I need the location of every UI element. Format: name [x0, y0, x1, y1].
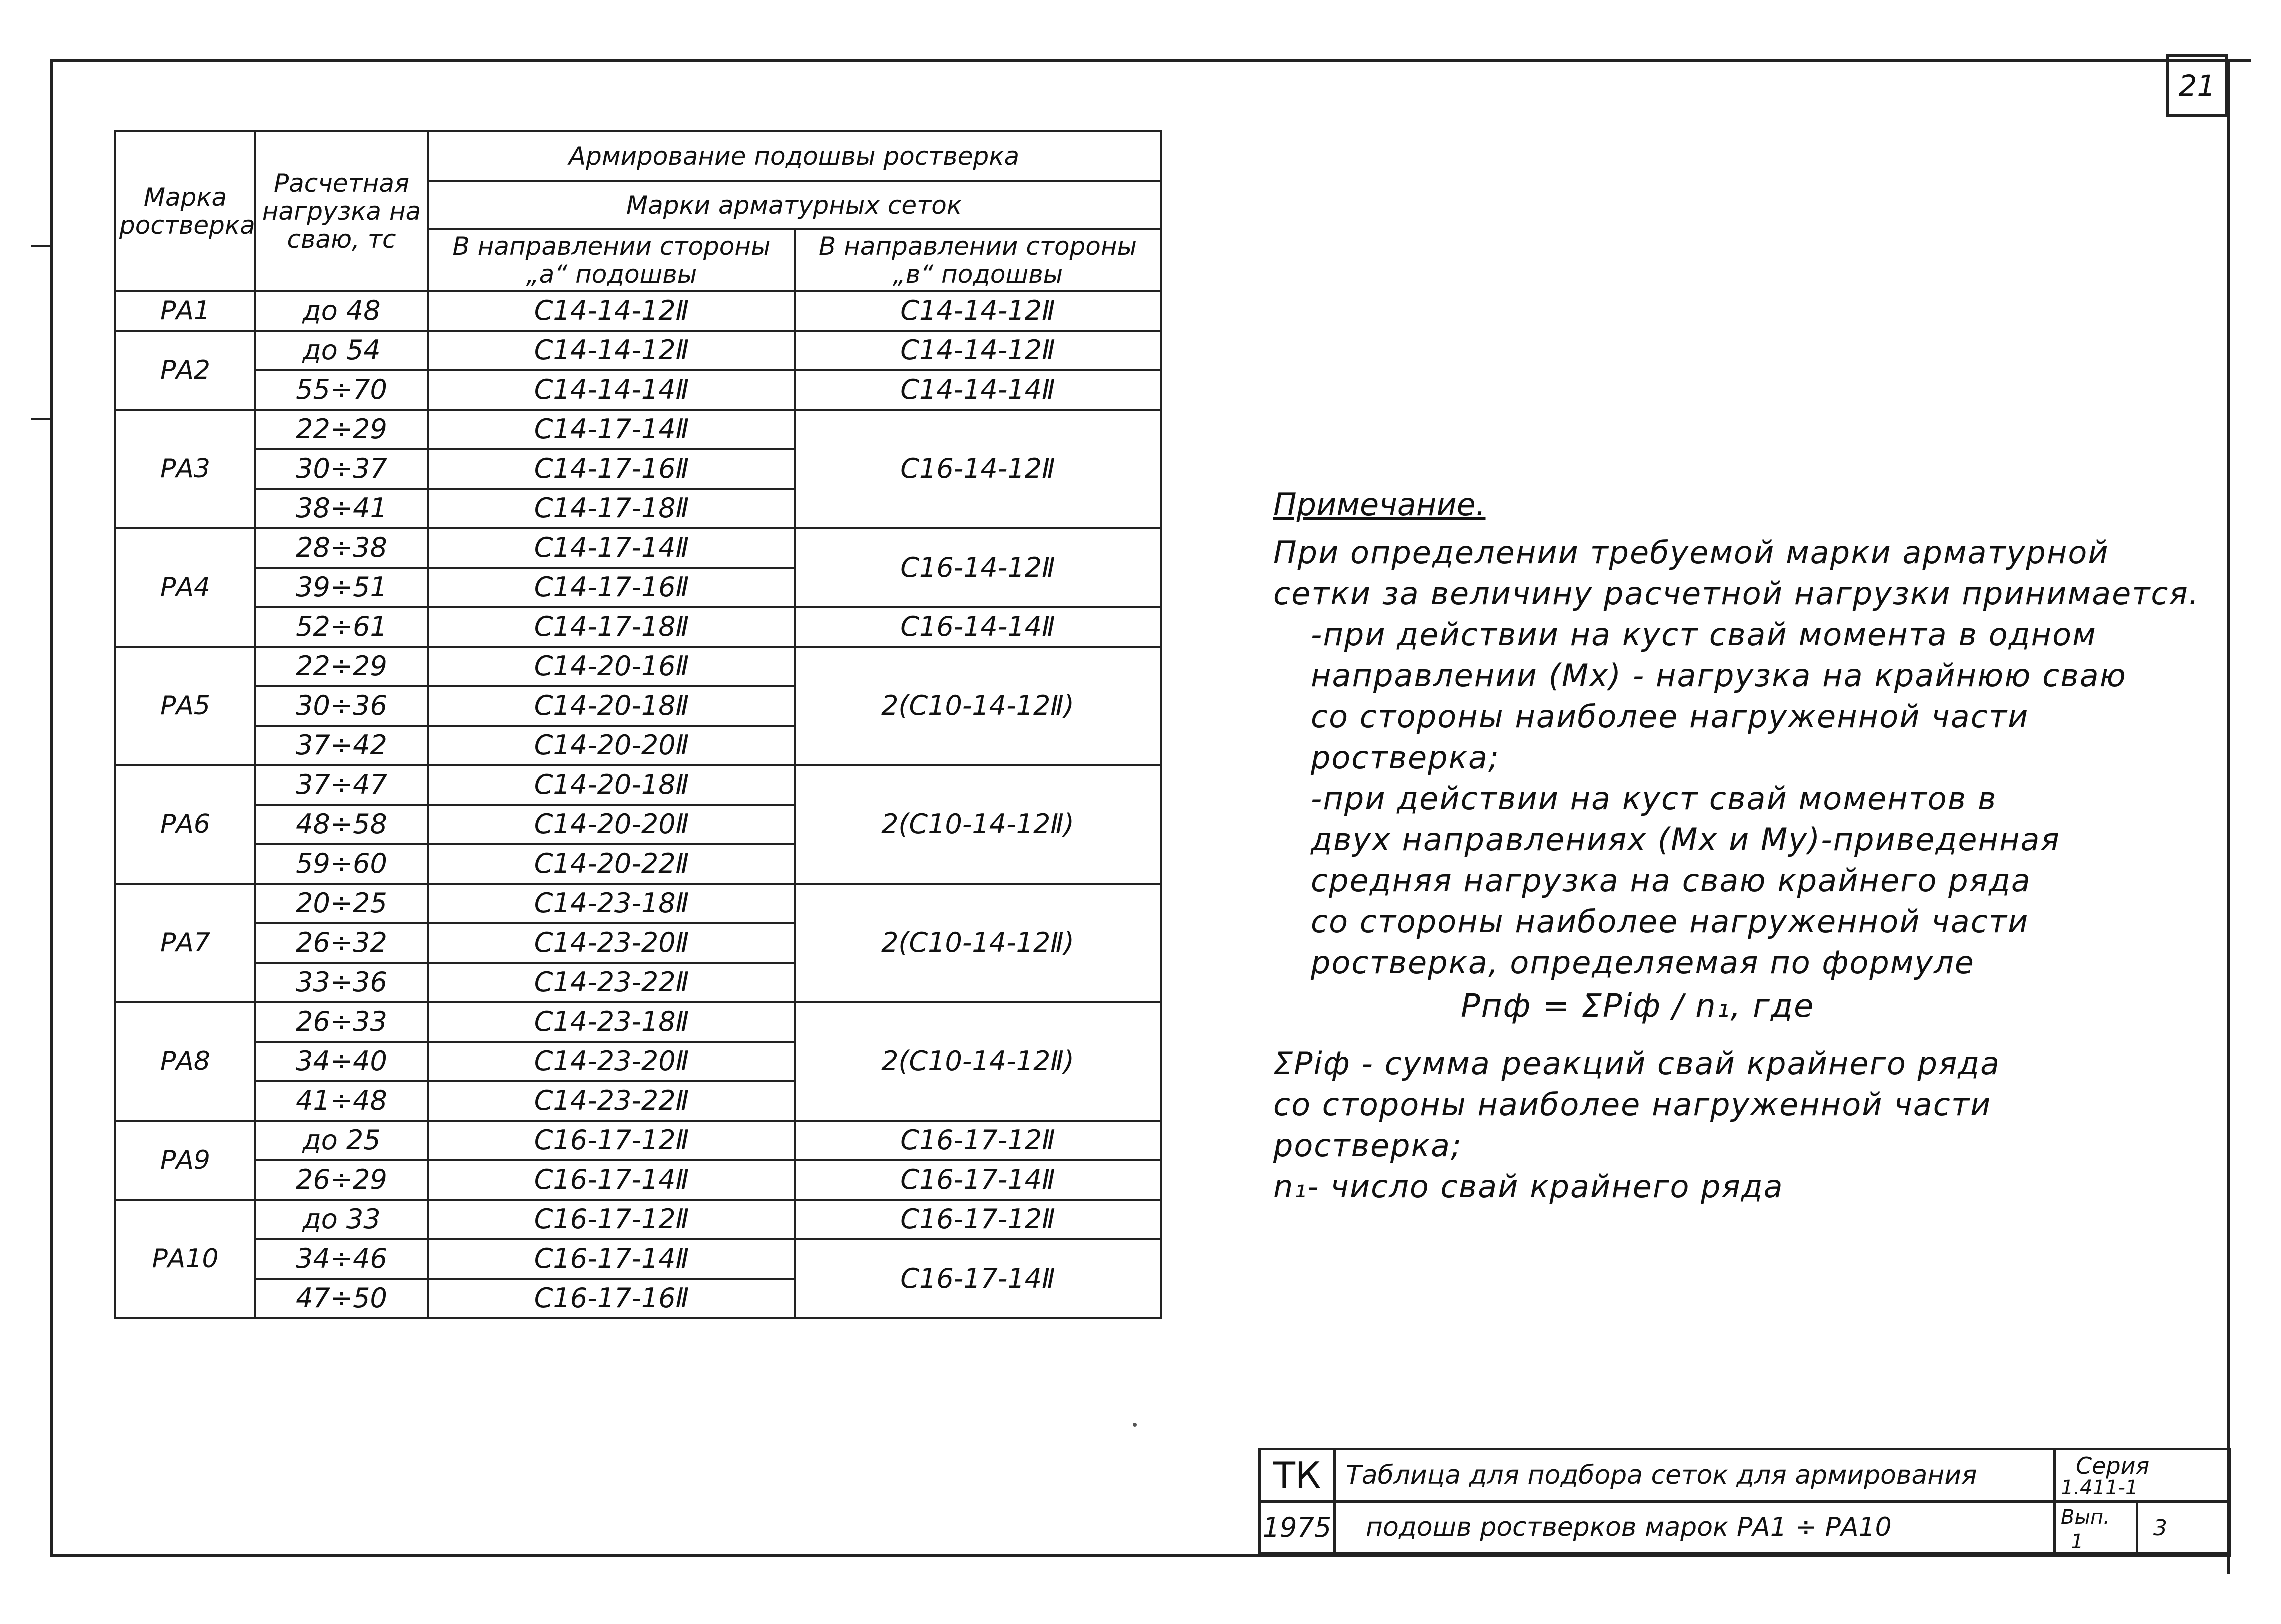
table-row [115, 1239, 1161, 1279]
year: 1975 [1261, 1500, 1336, 1554]
series-number: 1.411-1 [2061, 1476, 2138, 1499]
table-row [115, 1160, 1161, 1200]
mesh-b-cell: 2(С10-14-12Ⅱ) [795, 1002, 1161, 1121]
table-row [115, 884, 1161, 923]
brand-cell: РА5 [115, 647, 255, 765]
note-line: ΣPiф - сумма реакций свай крайнего ряда [1273, 1045, 2001, 1082]
stray-dot [1133, 1423, 1137, 1427]
sheet-number: 3 [2153, 1515, 2167, 1541]
note-line: двух направлениях (Мх и Му)-приведенная [1311, 821, 2060, 858]
load-cell: 48÷58 [255, 805, 428, 844]
page-number: 21 [2166, 54, 2228, 117]
note-line: -при действии на куст свай момента в одном [1311, 616, 2097, 653]
brand-cell: РА9 [115, 1121, 255, 1200]
mesh-a-cell: С14-20-18Ⅱ [428, 765, 795, 805]
header-direction-a: В направлении стороны „а“ подошвы [428, 229, 795, 291]
mesh-a-cell: С14-23-18Ⅱ [428, 884, 795, 923]
table-row [115, 765, 1161, 805]
note-line: сетки за величину расчетной нагрузки принимается. [1273, 575, 2200, 612]
table-row [115, 331, 1161, 370]
series-cell [2056, 1450, 2228, 1500]
table-row [115, 1121, 1161, 1160]
load-cell: 20÷25 [255, 884, 428, 923]
mesh-b-cell: 2(С10-14-12Ⅱ) [795, 647, 1161, 765]
brand-cell: РА6 [115, 765, 255, 884]
table-row [115, 607, 1161, 647]
mesh-a-cell: С14-23-20Ⅱ [428, 923, 795, 963]
org-code: ТК [1261, 1450, 1336, 1500]
mesh-a-cell: С16-17-12Ⅱ [428, 1121, 795, 1160]
note-line: При определении требуемой марки арматурной [1273, 534, 2109, 571]
load-cell: 30÷37 [255, 449, 428, 489]
mesh-b-cell: С14-14-14Ⅱ [795, 370, 1161, 410]
load-cell: до 54 [255, 331, 428, 370]
series-label: Серия [2076, 1452, 2150, 1479]
mesh-a-cell: С14-14-14Ⅱ [428, 370, 795, 410]
note-line: ростверка; [1273, 1127, 1462, 1164]
sheet-frame-right [2227, 59, 2230, 1574]
sheet-frame-top [50, 59, 2251, 62]
load-cell: 37÷47 [255, 765, 428, 805]
note-title: Примечание. [1273, 486, 1486, 523]
note-line: ростверка; [1311, 739, 1500, 776]
title-line-2: подошв ростверков марок РА1 ÷ РА10 [1336, 1500, 2056, 1554]
load-cell: 52÷61 [255, 607, 428, 647]
note-line: направлении (Мх) - нагрузка на крайнюю сваю [1311, 657, 2127, 694]
note-line: ростверка, определяемая по формуле [1311, 944, 1975, 981]
load-cell: 26÷32 [255, 923, 428, 963]
load-cell: 30÷36 [255, 686, 428, 726]
load-cell: до 25 [255, 1121, 428, 1160]
header-direction-b: В направлении стороны „в“ подошвы [795, 229, 1161, 291]
mesh-a-cell: С14-20-18Ⅱ [428, 686, 795, 726]
load-cell: 37÷42 [255, 726, 428, 765]
mesh-a-cell: С14-14-12Ⅱ [428, 331, 795, 370]
mesh-b-cell: 2(С10-14-12Ⅱ) [795, 884, 1161, 1002]
mesh-a-cell: С14-20-20Ⅱ [428, 805, 795, 844]
mesh-a-cell: С14-17-14Ⅱ [428, 528, 795, 568]
table-row [115, 370, 1161, 410]
mesh-a-cell: С14-23-22Ⅱ [428, 963, 795, 1002]
mesh-a-cell: С14-20-22Ⅱ [428, 844, 795, 884]
sheet-frame-left [50, 59, 53, 1557]
mesh-a-cell: С14-20-16Ⅱ [428, 647, 795, 686]
brand-cell: РА3 [115, 410, 255, 528]
load-cell: 22÷29 [255, 647, 428, 686]
load-cell: 39÷51 [255, 568, 428, 607]
mesh-a-cell: С14-23-22Ⅱ [428, 1081, 795, 1121]
mesh-b-cell: С16-14-14Ⅱ [795, 607, 1161, 647]
mesh-b-cell: С16-17-14Ⅱ [795, 1239, 1161, 1318]
mesh-a-cell: С14-17-14Ⅱ [428, 410, 795, 449]
mesh-a-cell: С16-17-16Ⅱ [428, 1279, 795, 1318]
mesh-b-cell: 2(С10-14-12Ⅱ) [795, 765, 1161, 884]
note-line: -при действии на куст свай моментов в [1311, 780, 1997, 817]
note-line: со стороны наиболее нагруженной части [1311, 698, 2029, 735]
load-cell: 34÷46 [255, 1239, 428, 1279]
load-cell: 41÷48 [255, 1081, 428, 1121]
mesh-a-cell: С14-17-16Ⅱ [428, 449, 795, 489]
sheet-frame-bottom [50, 1554, 2231, 1557]
brand-cell: РА4 [115, 528, 255, 647]
formula: Pпф = ΣPiф / n₁, где [1461, 988, 1815, 1025]
brand-cell: РА1 [115, 291, 255, 331]
mesh-a-cell: С16-17-14Ⅱ [428, 1160, 795, 1200]
mesh-a-cell: С16-17-14Ⅱ [428, 1239, 795, 1279]
mesh-a-cell: С14-17-16Ⅱ [428, 568, 795, 607]
issue-cell [2056, 1503, 2228, 1554]
mesh-a-cell: С14-23-20Ⅱ [428, 1042, 795, 1081]
table-row [115, 1002, 1161, 1042]
mesh-a-cell: С14-17-18Ⅱ [428, 607, 795, 647]
header-brand: Марка ростверка [115, 131, 255, 291]
load-cell: 26÷33 [255, 1002, 428, 1042]
brand-cell: РА10 [115, 1200, 255, 1318]
issue-number: 1 [2071, 1530, 2084, 1553]
header-load: Расчетная нагрузка на сваю, тс [255, 131, 428, 291]
table-row [115, 410, 1161, 449]
load-cell: 55÷70 [255, 370, 428, 410]
header-mesh-brands: Марки арматурных сеток [428, 181, 1161, 229]
load-cell: 28÷38 [255, 528, 428, 568]
load-cell: 59÷60 [255, 844, 428, 884]
table-row [115, 528, 1161, 568]
mesh-b-cell: С16-17-12Ⅱ [795, 1200, 1161, 1239]
mesh-b-cell: С16-14-12Ⅱ [795, 410, 1161, 528]
mesh-a-cell: С14-20-20Ⅱ [428, 726, 795, 765]
load-cell: 26÷29 [255, 1160, 428, 1200]
table-row [115, 647, 1161, 686]
load-cell: до 33 [255, 1200, 428, 1239]
binding-mark [31, 245, 51, 247]
mesh-a-cell: С14-14-12Ⅱ [428, 291, 795, 331]
table-row [115, 1200, 1161, 1239]
mesh-b-cell: С14-14-12Ⅱ [795, 331, 1161, 370]
mesh-a-cell: С14-17-18Ⅱ [428, 489, 795, 528]
reinforcement-table [114, 130, 1162, 1319]
mesh-b-cell: С16-17-12Ⅱ [795, 1121, 1161, 1160]
load-cell: до 48 [255, 291, 428, 331]
mesh-b-cell: С16-17-14Ⅱ [795, 1160, 1161, 1200]
mesh-b-cell: С14-14-12Ⅱ [795, 291, 1161, 331]
mesh-b-cell: С16-14-12Ⅱ [795, 528, 1161, 607]
header-reinforcement: Армирование подошвы ростверка [428, 131, 1161, 181]
title-line-1: Таблица для подбора сеток для армирования [1336, 1450, 2056, 1500]
load-cell: 38÷41 [255, 489, 428, 528]
load-cell: 47÷50 [255, 1279, 428, 1318]
table-row [115, 291, 1161, 331]
brand-cell: РА7 [115, 884, 255, 1002]
note-line: средняя нагрузка на сваю крайнего ряда [1311, 862, 2031, 899]
mesh-a-cell: С16-17-12Ⅱ [428, 1200, 795, 1239]
brand-cell: РА2 [115, 331, 255, 410]
issue-label: Вып. [2061, 1506, 2110, 1529]
sheet-divider [2136, 1503, 2138, 1554]
mesh-a-cell: С14-23-18Ⅱ [428, 1002, 795, 1042]
load-cell: 22÷29 [255, 410, 428, 449]
note-line: со стороны наиболее нагруженной части [1311, 903, 2029, 940]
binding-mark [31, 418, 51, 420]
load-cell: 33÷36 [255, 963, 428, 1002]
note-line: со стороны наиболее нагруженной части [1273, 1086, 1992, 1123]
note-line: n₁- число свай крайнего ряда [1273, 1168, 1784, 1205]
title-block [1258, 1448, 2231, 1554]
brand-cell: РА8 [115, 1002, 255, 1121]
load-cell: 34÷40 [255, 1042, 428, 1081]
